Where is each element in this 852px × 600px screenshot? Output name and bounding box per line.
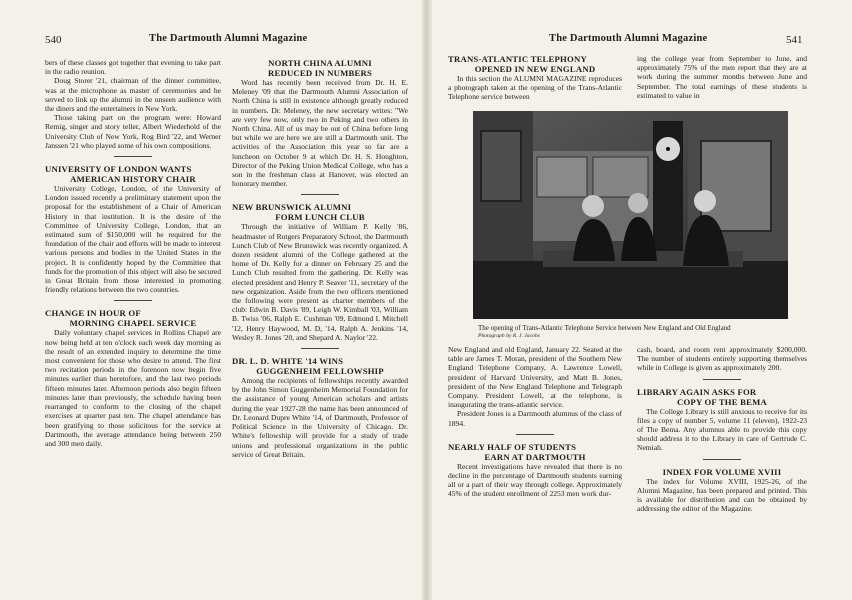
section-divider [703, 379, 741, 380]
chapel-heading-line1: CHANGE IN HOUR OF [45, 308, 141, 319]
brunswick-heading [232, 202, 408, 222]
london-heading-line1: UNIVERSITY OF LONDON WANTS [45, 164, 192, 175]
left-column-2 [232, 58, 408, 459]
library-heading-line1: LIBRARY AGAIN ASKS FOR [637, 386, 757, 397]
white-heading [232, 356, 408, 376]
telephone-opening-photo [473, 111, 788, 319]
students-continued-top [637, 54, 807, 100]
london-body: University College, London, of the University of London issued recently a preliminary statement upon the proposal for the establishment of a Chair of American History in that institution. It is the desire of the Committee of University College, London, that an estimated sum of $150,000 will be required for the foundation of the chair and efforts will be made to interest various persons and bodies in the United States in the project. It is confidently hoped by the Committee that funds for the promotion of this object will also be secured in Great Britain from those interested in promoting friendly relations between the two countries. [45, 184, 221, 295]
intro-paragraph: Doug Storer '21, chairman of the dinner committee, was at the microphone as master of ceremonies and he served to link up the alumni in the unseen audience with the diners and the entertainers in New York. [45, 76, 221, 114]
section-divider [114, 156, 152, 157]
chapel-heading-line2: MORNING CHAPEL SERVICE [69, 318, 197, 329]
page-number-left: 540 [45, 34, 62, 46]
brunswick-heading-line1: NEW BRUNSWICK ALUMNI [232, 202, 352, 213]
section-divider [703, 459, 741, 460]
right-column-bottom [637, 345, 807, 513]
london-heading [45, 164, 221, 184]
brunswick-heading-line2: FORM LUNCH CLUB [275, 212, 365, 223]
telephone-intro: In this section the ALUMNI MAGAZINE reproduces a photograph taken at the opening of the Trans-Atlantic Telephone service between [448, 74, 622, 102]
running-header-left: The Dartmouth Alumni Magazine [149, 33, 308, 44]
running-header-right: The Dartmouth Alumni Magazine [549, 33, 708, 44]
chapel-heading [45, 308, 221, 328]
photo-illustration [473, 111, 788, 319]
white-heading-line1: DR. L. D. WHITE '14 WINS [232, 356, 344, 367]
telephone-body: New England and old England, January 22. Seated at the table are James T. Moran, president of the Southern New England Telephone Company, A. Lawrence Lowell, president of Harvard University, and Matt B. Jones, president of the New England Telephone and Telegraph Company. President Lowell, at the telephone, is inaugurating the trans-atlantic service. [448, 345, 622, 410]
telephone-heading-line1: TRANS-ATLANTIC TELEPHONY [448, 54, 587, 64]
photo-caption-block [478, 324, 798, 341]
students-body: Recent investigations have revealed that there is no decline in the percentage of Dartmouth students earning all or a part of their way through college. Approximately 45% of the student enrollment of 2253 men work dur- [448, 461, 622, 499]
section-divider [114, 300, 152, 301]
page-number-right: 541 [786, 34, 803, 46]
students-continued-text: ing the college year from September to June, and approximately 75% of the men report that they are at work during the summer months between June and September. The total earnings of these students is estimated to value in [637, 54, 807, 100]
index-heading: INDEX FOR VOLUME XVIII [662, 466, 782, 477]
china-heading [232, 58, 408, 78]
index-body: The index for Volume XVIII, 1925-26, of the Alumni Magazine, has been prepared and printed. This is available for distribution and can be obtained by addressing the editor of the Magazine. [637, 476, 807, 514]
china-body: Word has recently been received from Dr. H. E. Meleney '09 that the Dartmouth Alumni Association of North China is still in existence although greatly reduced in numbers. Dr. Meleney, the new secretary writes: "We are very few now, only two in Peking and two others in North China. All of us may be out of China before long but while we are here we are still a Dartmouth unit. The activities of the Association this year so far are a luncheon on October 9 at which Dr. H. S. Houghton, Director of the Peking Union Medical College, who has a son in the freshman class at Hanover, was elected an honorary member. [232, 78, 408, 189]
chapel-body: Daily voluntary chapel services in Rollins Chapel are now being held at ten o'clock each week day morning as the result of an extended inquiry to determine the time most convenient for those who desire to attend. The first two recitation periods in the forenoon now begin five minutes earlier than heretofore, and the last two periods fifteen minutes later. Afternoon periods also begin fifteen minutes later than previously, the schedule having been rearranged to conform to the closing of the chapel exercises at quarter past ten. The chapel attendance has been gratifying to those solicitous for the service at Dartmouth, the average attendance being between 250 and 300 men daily. [45, 328, 221, 448]
students-heading [448, 442, 622, 462]
photo-credit: Photograph by R. J. Jacobs [478, 333, 540, 340]
telephone-heading [448, 54, 622, 74]
telephone-article-top [448, 54, 622, 102]
students-heading-line2: EARN AT DARTMOUTH [484, 451, 586, 462]
telephone-heading-line2: OPENED IN NEW ENGLAND [474, 64, 596, 74]
library-heading [637, 387, 807, 407]
left-column-1 [45, 58, 221, 448]
china-heading-line2: REDUCED IN NUMBERS [268, 68, 372, 78]
telephone-article-bottom [448, 345, 622, 499]
london-heading-line2: AMERICAN HISTORY CHAIR [70, 174, 196, 185]
library-body: The College Library is still anxious to receive for its files a copy of number 5, volume 11 (eleven), 1922-23 of The Bema. Any alumnus able to provide this copy should address it to the Library in care of Gertrude C. Nemiah. [637, 406, 807, 453]
white-body: Among the recipients of fellowships recently awarded by the John Simon Guggenheim Memorial Foundation for the assistance of young American scholars and artists during the year 1927-28 the name has been announced of Dr. Leonard Dupre White '14, of Dartmouth, Professor of Political Science in the University of Chicago. Dr. White's fellowship will provide for a study of trade unions and professional organizations in the public service of Great Britain. [232, 376, 408, 459]
telephone-body-2: President Jones is a Dartmouth alumnus of the class of 1894. [448, 409, 622, 428]
china-heading-line1: NORTH CHINA ALUMNI [268, 58, 372, 68]
intro-paragraph: Those taking part on the program were: Howard Remig, singer and story teller, Albert Wiederhold of the University Club of New York, Rog Bird '22, and Werner Janssen '21 who played some of his own compositions. [45, 113, 221, 150]
students-continued-bottom: cash, board, and room rent approximately $200,000. The number of students entirely supporting themselves while in College is given as approximately 200. [637, 345, 807, 373]
students-heading-line1: NEARLY HALF OF STUDENTS [448, 441, 577, 452]
white-heading-line2: GUGGENHEIM FELLOWSHIP [256, 366, 384, 377]
section-divider [301, 348, 339, 349]
section-divider [516, 434, 554, 435]
brunswick-body: Through the initiative of William P. Kelly '86, headmaster of Rutgers Preparatory School, the Dartmouth Lunch Club of New Brunswick was recently organized. A dozen resident alumni of the College gathered at the home of Dr. Kelly for a dinner on February 25 and the Lunch Club resulted from the gathering. Dr. Kelly was elected president and Henry P. Seaver '11, secretary of the new organization. Aside from the two officers mentioned the following were present as charter members of the club: Edwin B. Davis '89, Leigh W. Kimball '03, William B. Twiss '06, Ralph E. Cushman '09, Edmund I. Mitchell '12, Henry Haywood, M. D, '14, Ralph A. Jenkins '14, Wesley R. Jones '20, and Shepard A. Naylor '22. [232, 222, 408, 342]
intro-paragraph: bers of these classes got together that evening to take part in the radio reunion. [45, 58, 221, 77]
photo-caption: The opening of Trans-Atlantic Telephone Service between New England and Old England [478, 324, 731, 332]
library-heading-line2: COPY OF THE BEMA [677, 396, 767, 407]
section-divider [301, 194, 339, 195]
